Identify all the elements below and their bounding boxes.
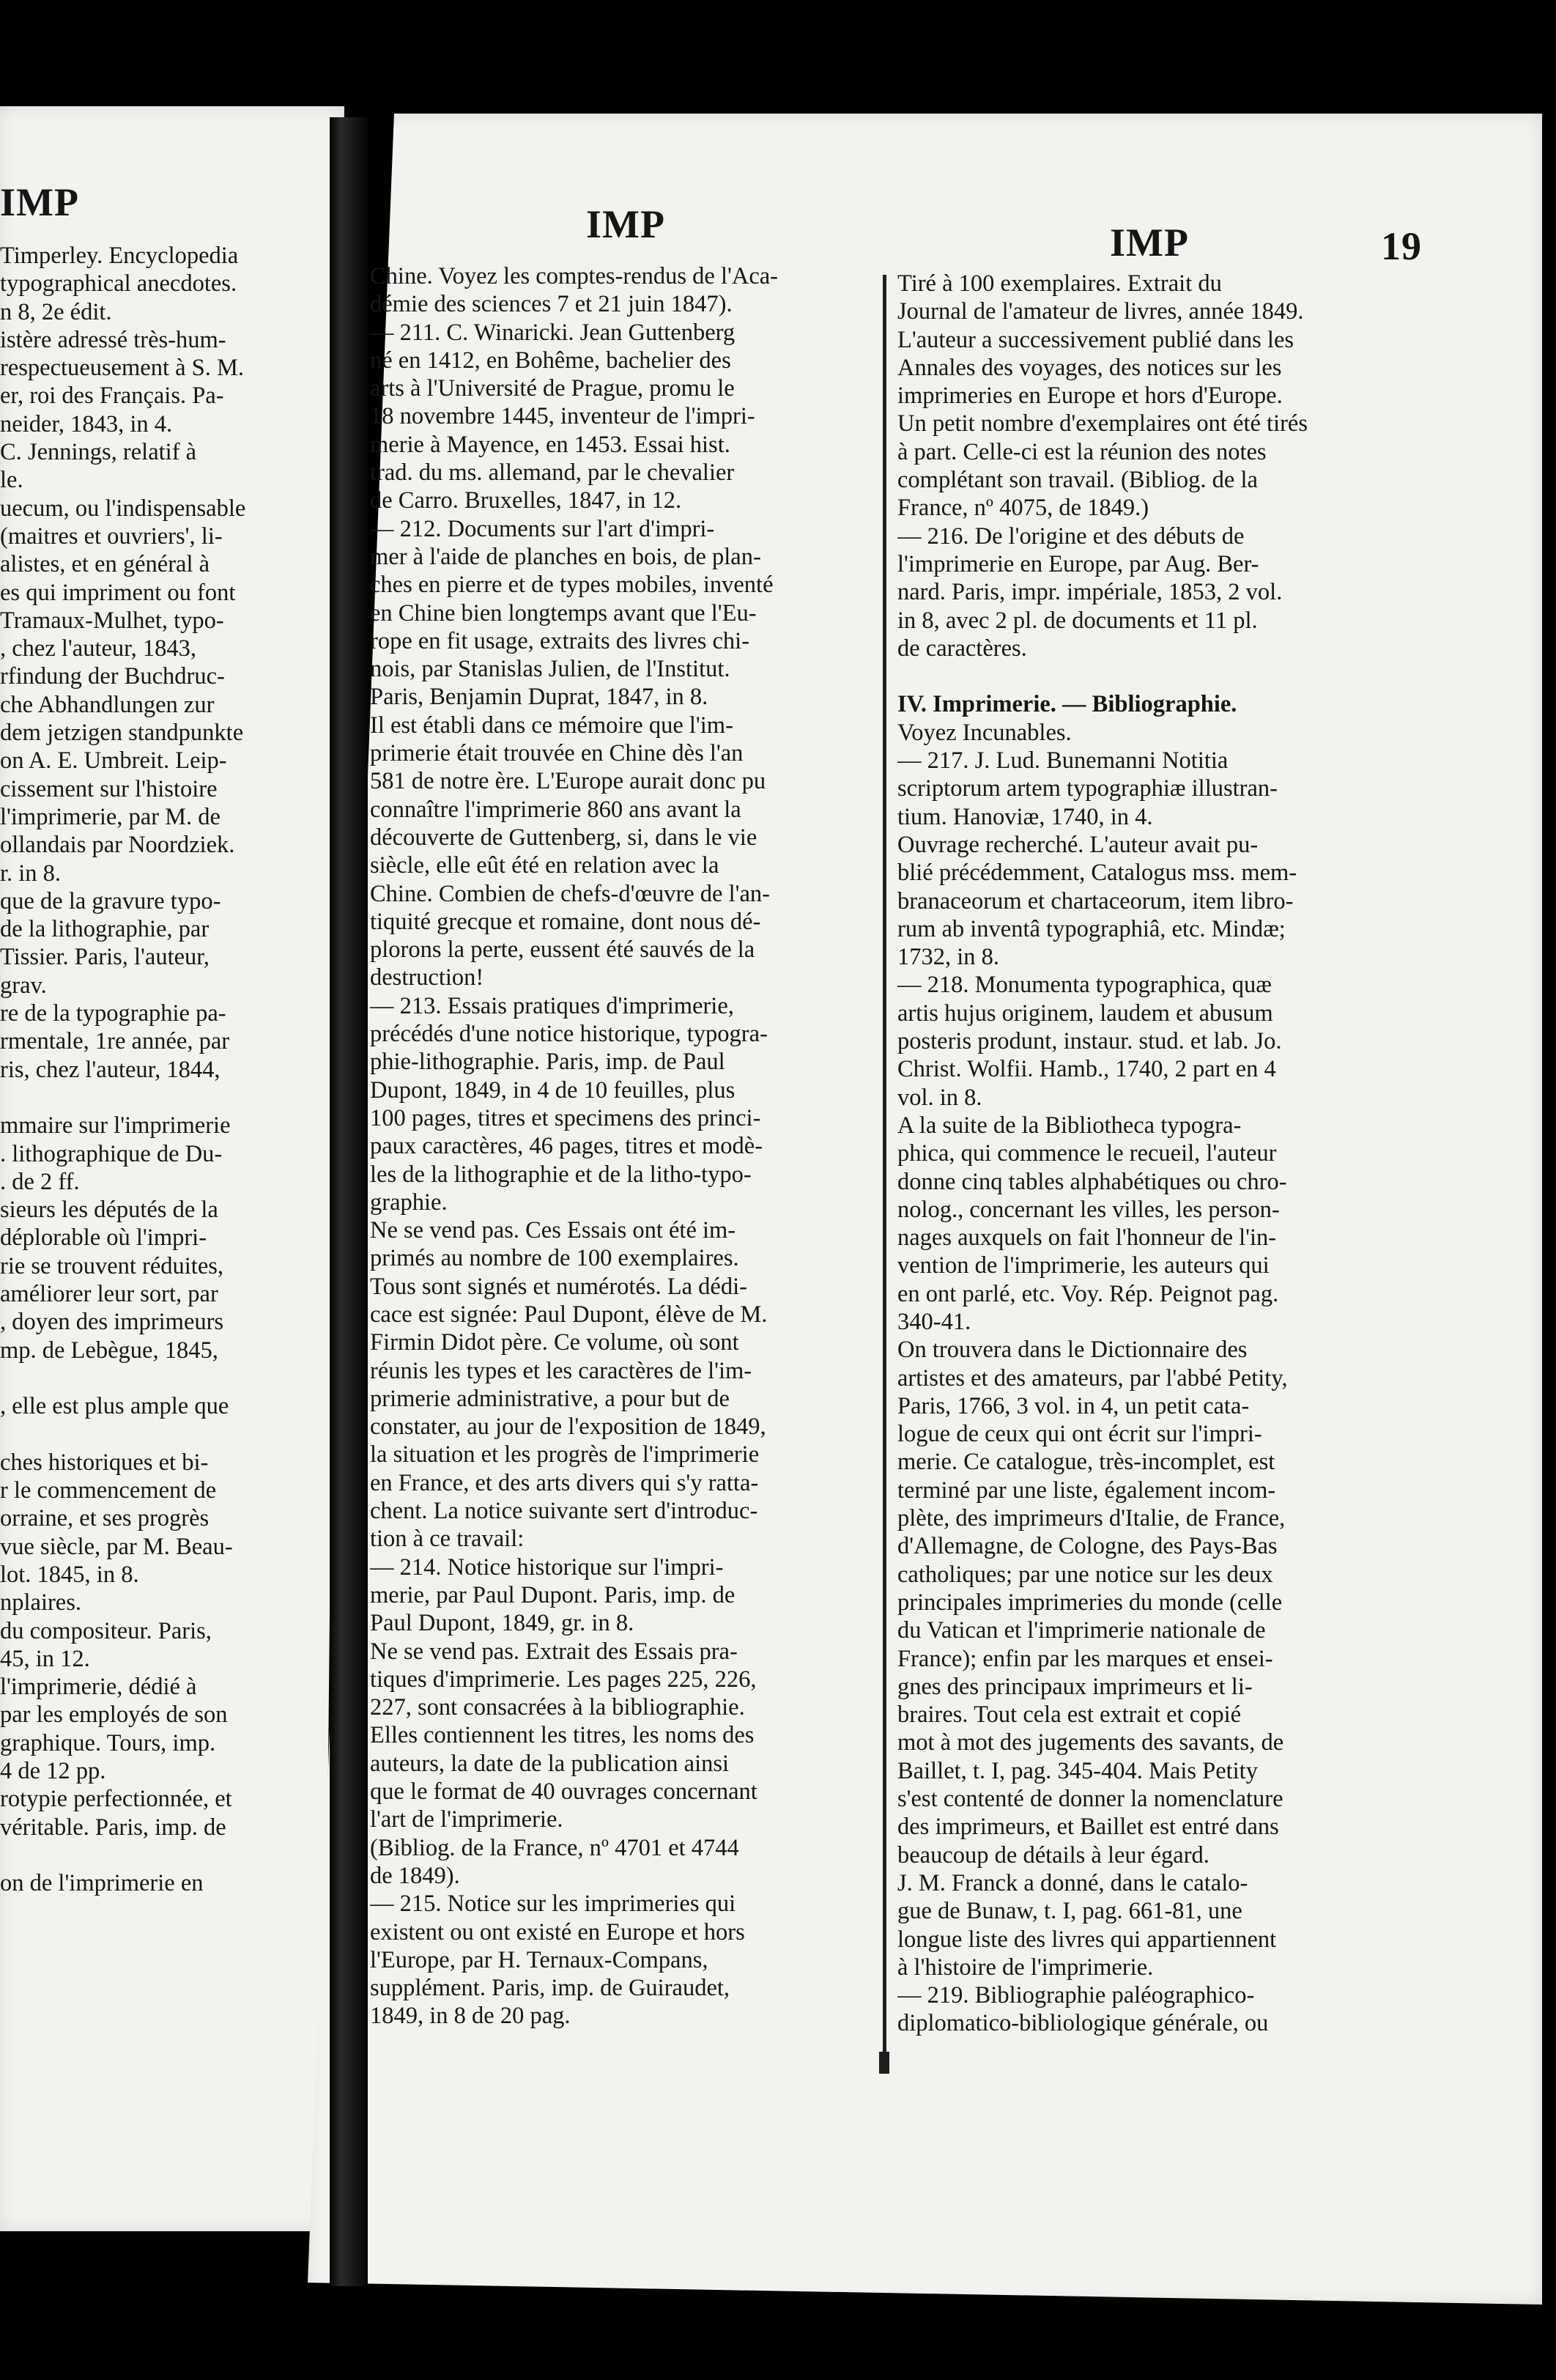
left-page-line: rmentale, 1re année, par	[0, 1028, 230, 1055]
middle-column-line: constater, au jour de l'exposition de 1849,	[370, 1413, 766, 1441]
left-page-line: dem jetzigen standpunkte	[0, 720, 244, 747]
left-page-line: sieurs les députés de la	[0, 1197, 218, 1224]
middle-column-line: cace est signée: Paul Dupont, élève de M.	[370, 1301, 768, 1328]
right-column-line: branaceorum et chartaceorum, item libro-	[897, 887, 1294, 914]
middle-column-line: nois, par Stanislas Julien, de l'Institut.	[370, 656, 730, 683]
right-column-line: — 218. Monumenta typographica, quæ	[897, 972, 1272, 999]
left-page-line: istère adressé très-hum-	[0, 326, 226, 353]
left-page-line: 4 de 12 pp.	[0, 1758, 106, 1785]
left-page-line: typographical anecdotes.	[0, 270, 237, 298]
middle-column-line: merie à Mayence, en 1453. Essai hist.	[370, 431, 730, 458]
middle-column-line: Paris, Benjamin Duprat, 1847, in 8.	[370, 684, 708, 711]
right-column-line: longue liste des livres qui appartiennent	[897, 1926, 1277, 1953]
middle-column-line: précédés d'une notice historique, typogra-	[370, 1021, 768, 1048]
right-column-line: On trouvera dans le Dictionnaire des	[897, 1337, 1248, 1364]
right-column-line: catholiques; par une notice sur les deux	[897, 1561, 1273, 1588]
left-page-line: . lithographique de Du-	[0, 1140, 223, 1167]
left-page-line: déplorable où l'impri-	[0, 1224, 207, 1252]
right-column-line: complétant son travail. (Bibliog. de la	[897, 467, 1258, 494]
column-rule	[883, 275, 886, 2066]
right-column-line: Paris, 1766, 3 vol. in 4, un petit cata-	[897, 1392, 1250, 1419]
right-column-line: nages auxquels on fait l'honneur de l'in-	[897, 1224, 1277, 1252]
middle-column-text	[370, 262, 857, 2030]
middle-column-line: — 214. Notice historique sur l'impri-	[370, 1553, 724, 1581]
right-column-line: artistes et des amateurs, par l'abbé Petity,	[897, 1364, 1288, 1392]
left-page-line	[0, 1420, 282, 1448]
middle-column-line: Tous sont signés et numérotés. La dédi-	[370, 1273, 747, 1300]
middle-column-line: de Carro. Bruxelles, 1847, in 12.	[370, 487, 682, 514]
middle-column-line: phie-lithographie. Paris, imp. de Paul	[370, 1049, 725, 1076]
left-page-line: es qui impriment ou font	[0, 579, 236, 606]
right-column-line: artis hujus originem, laudem et abusum	[897, 999, 1273, 1027]
left-page-line: orraine, et ses progrès	[0, 1505, 210, 1532]
middle-column-line: tiquité grecque et romaine, dont nous dé-	[370, 908, 761, 935]
left-page-line: par les employés de son	[0, 1701, 228, 1729]
left-page-line: alistes, et en général à	[0, 551, 210, 578]
middle-column-line: trad. du ms. allemand, par le chevalier	[370, 459, 735, 487]
right-column-line: à part. Celle-ci est la réunion des notes	[897, 438, 1267, 465]
right-column-line: gnes des principaux imprimeurs et li-	[897, 1673, 1253, 1700]
left-page-line	[0, 1084, 282, 1112]
middle-column-line: existent ou ont existé en Europe et hors	[370, 1918, 745, 1945]
right-column-line: France); enfin par les marques et ensei-	[897, 1645, 1273, 1672]
right-column-line: — 216. De l'origine et des débuts de	[897, 522, 1245, 550]
left-page-line: r. in 8.	[0, 860, 62, 887]
left-page-line: r le commencement de	[0, 1477, 217, 1504]
left-page-line: er, roi des Français. Pa-	[0, 382, 224, 410]
right-column-line: principales imprimeries du monde (celle	[897, 1589, 1283, 1616]
left-page-line: vue siècle, par M. Beau-	[0, 1533, 233, 1560]
middle-column-line: — 215. Notice sur les imprimeries qui	[370, 1891, 736, 1918]
right-column-line: tium. Hanoviæ, 1740, in 4.	[897, 803, 1153, 830]
middle-column-line: graphie.	[370, 1189, 448, 1216]
right-column-line: Journal de l'amateur de livres, année 1849.	[897, 298, 1304, 325]
right-column-line: scriptorum artem typographiæ illustran-	[897, 775, 1278, 802]
left-page-line: le.	[0, 467, 23, 494]
left-page-line: Tramaux-Mulhet, typo-	[0, 607, 224, 634]
right-column-line: Tiré à 100 exemplaires. Extrait du	[897, 270, 1222, 297]
middle-column-line: de 1849).	[370, 1862, 460, 1889]
middle-column-line: connaître l'imprimerie 860 ans avant la	[370, 796, 741, 823]
right-column-line: du Vatican et l'imprimerie nationale de	[897, 1617, 1266, 1644]
right-column-line: s'est contenté de donner la nomenclature	[897, 1786, 1283, 1813]
right-column-line: braires. Tout cela est extrait et copié	[897, 1701, 1242, 1729]
middle-column-line: tiques d'imprimerie. Les pages 225, 226,	[370, 1666, 757, 1693]
middle-column-line: 18 novembre 1445, inventeur de l'impri-	[370, 403, 755, 430]
right-column-line: nolog., concernant les villes, les person-	[897, 1196, 1280, 1223]
middle-column-line: ches en pierre et de types mobiles, inventé	[370, 572, 774, 599]
middle-column-line: primés au nombre de 100 exemplaires.	[370, 1245, 739, 1272]
right-column-line: d'Allemagne, de Cologne, des Pays-Bas	[897, 1533, 1278, 1560]
middle-column-line: arts à l'Université de Prague, promu le	[370, 375, 735, 402]
middle-column-line: découverte de Guttenberg, si, dans le vie	[370, 824, 757, 851]
middle-column-line: 227, sont consacrées à la bibliographie.	[370, 1694, 745, 1721]
middle-column-line: merie, par Paul Dupont. Paris, imp. de	[370, 1581, 736, 1608]
left-page-line: on de l'imprimerie en	[0, 1870, 204, 1897]
middle-column-line: mer à l'aide de planches en bois, de plan-	[370, 543, 761, 570]
right-column-line: en ont parlé, etc. Voy. Rép. Peignot pag.	[897, 1280, 1279, 1307]
left-page-line: 45, in 12.	[0, 1645, 90, 1672]
right-column-line: Baillet, t. I, pag. 345-404. Mais Petity	[897, 1757, 1258, 1784]
left-page-line: mp. de Lebègue, 1845,	[0, 1337, 218, 1364]
middle-column-line: 100 pages, titres et specimens des princi-	[370, 1104, 761, 1131]
running-head-center: IMP	[586, 202, 665, 246]
left-page-line: . de 2 ff.	[0, 1168, 80, 1195]
left-page-line: de la lithographie, par	[0, 916, 210, 943]
middle-column-line: réunis les types et les caractères de l'im-	[370, 1357, 752, 1384]
right-column-line: plète, des imprimeurs d'Italie, de France,	[897, 1505, 1286, 1532]
right-column-line: diplomatico-bibliologique générale, ou	[897, 2010, 1269, 2037]
right-column-line: IV. Imprimerie. — Bibliographie.	[897, 691, 1237, 718]
left-page-line: mmaire sur l'imprimerie	[0, 1112, 231, 1139]
middle-column-line: siècle, elle eût été en relation avec la	[370, 852, 719, 879]
right-column-line: Annales des voyages, des notices sur les	[897, 354, 1282, 381]
middle-column-line: paux caractères, 46 pages, titres et modè-	[370, 1133, 763, 1160]
right-column-line: 1732, in 8.	[897, 944, 1000, 971]
middle-column-line: 581 de notre ère. L'Europe aurait donc pu	[370, 768, 766, 795]
middle-column-line: primerie administrative, a pour but de	[370, 1385, 730, 1412]
left-page-line: que de la gravure typo-	[0, 887, 221, 914]
right-column-text	[897, 270, 1421, 2038]
right-column-line: blié précédemment, Catalogus mss. mem-	[897, 860, 1297, 887]
left-page-line: rotypie perfectionnée, et	[0, 1786, 232, 1813]
left-page-line	[0, 1841, 282, 1869]
middle-column-line: Ne se vend pas. Ces Essais ont été im-	[370, 1217, 736, 1244]
middle-column-line: Firmin Didot père. Ce volume, où sont	[370, 1329, 739, 1356]
middle-column-line: l'art de l'imprimerie.	[370, 1806, 563, 1833]
middle-column-line: Chine. Voyez les comptes-rendus de l'Aca-	[370, 263, 779, 289]
middle-column-line: la situation et les progrès de l'imprimerie	[370, 1441, 760, 1468]
left-page-line: lot. 1845, in 8.	[0, 1561, 139, 1588]
right-column-line: imprimeries en Europe et hors d'Europe.	[897, 382, 1283, 410]
right-column-line: l'imprimerie en Europe, par Aug. Ber-	[897, 550, 1259, 577]
middle-column-line: — 213. Essais pratiques d'imprimerie,	[370, 992, 734, 1019]
middle-column-line: en Chine bien longtemps avant que l'Eu-	[370, 599, 757, 627]
middle-column-line: plorons la perte, eussent été sauvés de la	[370, 936, 755, 964]
left-page-line: l'imprimerie, dédié à	[0, 1674, 197, 1701]
right-column-line: gue de Bunaw, t. I, pag. 661-81, une	[897, 1898, 1242, 1925]
left-page-line: l'imprimerie, par M. de	[0, 803, 221, 830]
right-column-line: de caractères.	[897, 635, 1027, 662]
left-page-line: ris, chez l'auteur, 1844,	[0, 1056, 221, 1083]
left-page-line: Timperley. Encyclopedia	[0, 243, 239, 269]
right-column-line	[897, 662, 1421, 690]
middle-column-line: — 212. Documents sur l'art d'impri-	[370, 515, 715, 542]
middle-column-line: primerie était trouvée en Chine dès l'an	[370, 740, 744, 767]
left-page-line: cissement sur l'histoire	[0, 775, 218, 802]
right-column-line: donne cinq tables alphabétiques ou chro-	[897, 1168, 1287, 1195]
column-rule-end	[879, 2052, 889, 2074]
running-head-right: IMP	[1110, 221, 1189, 265]
middle-column-line: Chine. Combien de chefs-d'œuvre de l'an-	[370, 880, 770, 907]
left-page-line: on A. E. Umbreit. Leip-	[0, 747, 227, 775]
right-column-line: Christ. Wolfii. Hamb., 1740, 2 part en 4	[897, 1056, 1276, 1083]
middle-column-line: 1849, in 8 de 20 pag.	[370, 2003, 571, 2030]
middle-column-line: — 211. C. Winaricki. Jean Guttenberg	[370, 319, 736, 346]
left-page-line: , doyen des imprimeurs	[0, 1309, 224, 1336]
right-column-line: — 219. Bibliographie paléographico-	[897, 1982, 1255, 2009]
middle-column-line: tion à ce travail:	[370, 1526, 525, 1553]
right-column-line: 340-41.	[897, 1308, 971, 1335]
right-column-line: vention de l'imprimerie, les auteurs qui	[897, 1252, 1270, 1279]
middle-column-line: Il est établi dans ce mémoire que l'im-	[370, 712, 733, 739]
left-page-line: ollandais par Noordziek.	[0, 832, 235, 859]
right-column-line: rum ab inventâ typographiâ, etc. Mindæ;	[897, 915, 1286, 942]
right-column-line: vol. in 8.	[897, 1084, 982, 1111]
left-page-line: améliorer leur sort, par	[0, 1280, 218, 1307]
right-column-line: phica, qui commence le recueil, l'auteur	[897, 1140, 1277, 1167]
right-column-line: des imprimeurs, et Baillet est entré dans	[897, 1814, 1279, 1841]
middle-column-line: démie des sciences 7 et 21 juin 1847).	[370, 291, 733, 318]
left-page-line: graphique. Tours, imp.	[0, 1729, 216, 1756]
left-page-line: che Abhandlungen zur	[0, 691, 215, 718]
left-page-line: grav.	[0, 972, 47, 999]
left-page-line: C. Jennings, relatif à	[0, 439, 197, 466]
middle-column-line: Dupont, 1849, in 4 de 10 feuilles, plus	[370, 1076, 736, 1104]
middle-column-line: (Bibliog. de la France, nº 4701 et 4744	[370, 1834, 739, 1861]
middle-column-line: supplément. Paris, imp. de Guiraudet,	[370, 1975, 730, 2002]
left-page-line: , elle est plus ample que	[0, 1393, 229, 1420]
left-page-header: IMP	[0, 180, 79, 224]
left-column-text	[0, 242, 282, 1898]
middle-column-line: que le format de 40 ouvrages concernant	[370, 1778, 757, 1806]
right-column-line: Ouvrage recherché. L'auteur avait pu-	[897, 831, 1259, 858]
left-page-line: rie se trouvent réduites,	[0, 1252, 224, 1279]
page-number: 19	[1381, 224, 1422, 268]
left-page-line: nplaires.	[0, 1589, 82, 1616]
left-page-line: neider, 1843, in 4.	[0, 410, 173, 437]
left-page-line: n 8, 2e édit.	[0, 298, 112, 325]
middle-column-line: né en 1412, en Bohême, bachelier des	[370, 347, 731, 374]
middle-column-line: auteurs, la date de la publication ainsi	[370, 1750, 730, 1777]
left-page-line: , chez l'auteur, 1843,	[0, 635, 197, 662]
left-page-line	[0, 1364, 282, 1392]
book-gutter	[330, 117, 368, 2286]
right-column-line: nard. Paris, impr. impériale, 1853, 2 vol.	[897, 579, 1283, 606]
middle-column-line: Paul Dupont, 1849, gr. in 8.	[370, 1610, 634, 1637]
middle-column-line: Ne se vend pas. Extrait des Essais pra-	[370, 1638, 738, 1665]
right-column-line: France, nº 4075, de 1849.)	[897, 495, 1149, 522]
left-page-line: rfindung der Buchdruc-	[0, 663, 225, 690]
left-page-line: uecum, ou l'indispensable	[0, 495, 246, 522]
right-column-line: J. M. Franck a donné, dans le catalo-	[897, 1869, 1248, 1896]
middle-column-line: en France, et des arts divers qui s'y ratta-	[370, 1469, 759, 1496]
middle-column-line: les de la lithographie et de la litho-typo-	[370, 1161, 752, 1188]
left-page-line: re de la typographie pa-	[0, 1000, 226, 1027]
right-column-line: merie. Ce catalogue, très-incomplet, est	[897, 1449, 1275, 1476]
left-page-line: respectueusement à S. M.	[0, 355, 245, 382]
right-column-line: A la suite de la Bibliotheca typogra-	[897, 1112, 1242, 1139]
middle-column-line: chent. La notice suivante sert d'introduc-	[370, 1498, 758, 1525]
left-page-line: Tissier. Paris, l'auteur,	[0, 944, 210, 971]
right-column-line: logue de ceux qui ont écrit sur l'impri-	[897, 1421, 1262, 1448]
right-column-line: in 8, avec 2 pl. de documents et 11 pl.	[897, 607, 1258, 634]
middle-column-line: Elles contiennent les titres, les noms des	[370, 1722, 755, 1749]
right-column-line: mot à mot des jugements des savants, de	[897, 1729, 1284, 1756]
left-page-line: (maitres et ouvriers', li-	[0, 522, 223, 550]
right-column-line: L'auteur a successivement publié dans les	[897, 326, 1294, 353]
middle-column-line: l'Europe, par H. Ternaux-Compans,	[370, 1946, 708, 1973]
right-column-line: Voyez Incunables.	[897, 719, 1072, 746]
right-column-line: terminé par une liste, également incom-	[897, 1477, 1276, 1504]
left-page-line: du compositeur. Paris,	[0, 1617, 212, 1644]
middle-column-line: rope en fit usage, extraits des livres chi-	[370, 627, 750, 654]
right-column-line: — 217. J. Lud. Bunemanni Notitia	[897, 747, 1229, 775]
left-page-line: véritable. Paris, imp. de	[0, 1814, 226, 1841]
right-column-line: Un petit nombre d'exemplaires ont été tirés	[897, 410, 1308, 437]
left-page-line: ches historiques et bi-	[0, 1449, 209, 1476]
right-column-line: posteris produnt, instaur. stud. et lab. Jo.	[897, 1028, 1282, 1055]
right-column-line: beaucoup de détails à leur égard.	[897, 1841, 1209, 1869]
right-column-line: à l'histoire de l'imprimerie.	[897, 1954, 1154, 1981]
middle-column-line: destruction!	[370, 964, 484, 991]
